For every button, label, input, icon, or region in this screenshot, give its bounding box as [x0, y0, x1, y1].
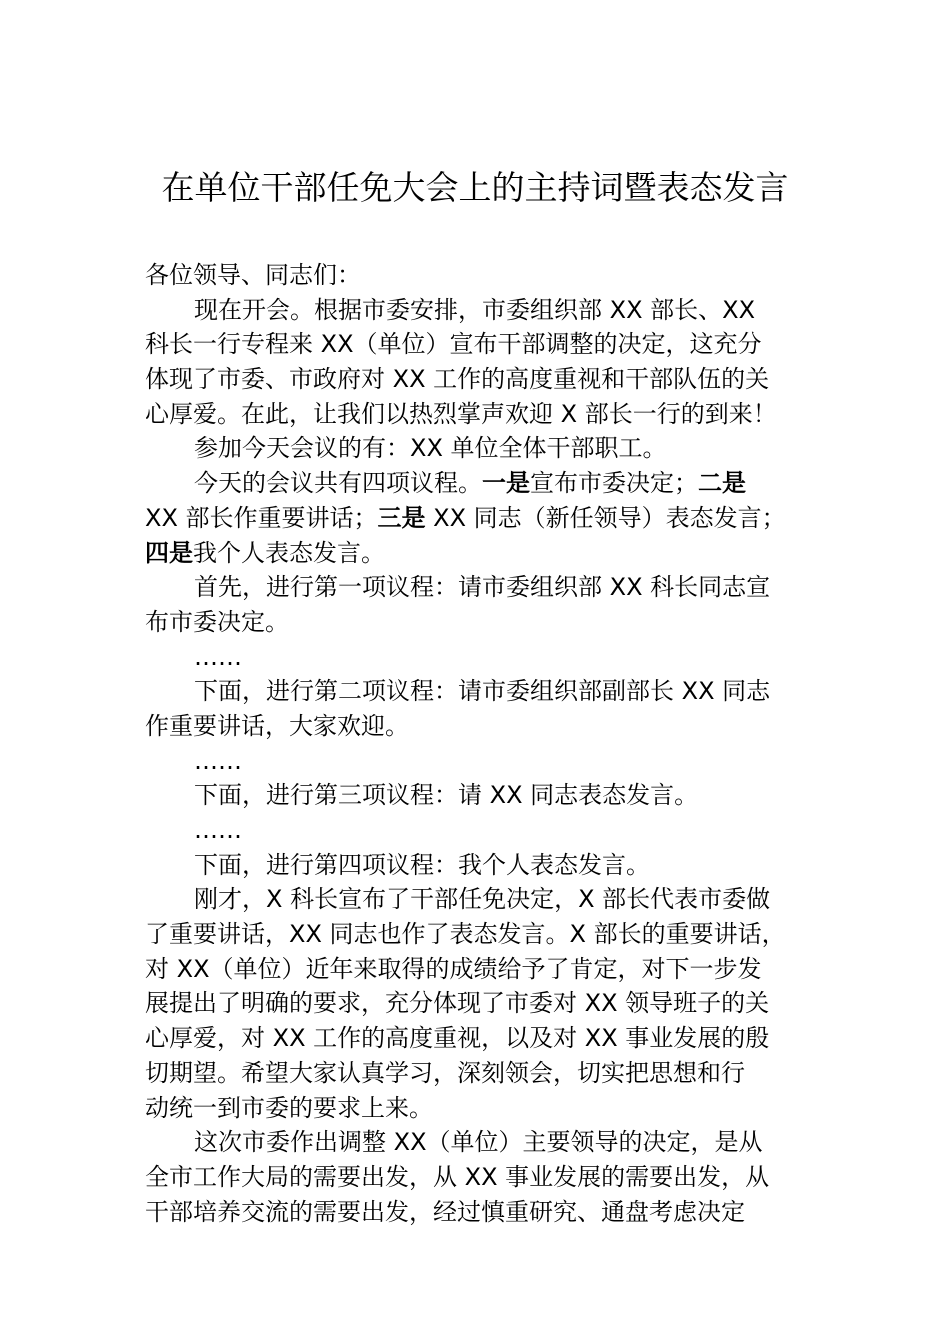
text-segment: 展提出了明确的要求，充分体现了市委对 XX 领导班子的关 [145, 989, 770, 1018]
text-line [145, 327, 835, 362]
text-segment: 宣布市委决定； [530, 469, 698, 498]
text-segment: 全市工作大局的需要出发，从 XX 事业发展的需要出发，从 [145, 1162, 770, 1191]
text-line [145, 813, 835, 848]
text-segment: XX 同志（新任领导）表态发言； [425, 503, 786, 532]
text-segment: 我个人表态发言。 [193, 538, 385, 567]
text-line [145, 501, 835, 536]
text-line [145, 570, 835, 605]
text-line [145, 917, 835, 952]
text-line [145, 362, 835, 397]
text-segment: 科长一行专程来 XX（单位）宣布干部调整的决定，这充分 [145, 330, 762, 359]
bold-text-segment: 三是 [377, 503, 426, 532]
text-line [145, 674, 835, 709]
text-line [145, 952, 835, 987]
text-line [145, 1125, 835, 1160]
text-segment: XX 部长作重要讲话； [145, 503, 378, 532]
text-line [145, 466, 835, 501]
text-line [145, 709, 835, 744]
text-segment: …… [194, 816, 242, 844]
text-line [145, 640, 835, 675]
text-segment: 体现了市委、市政府对 XX 工作的高度重视和干部队伍的关 [145, 365, 770, 394]
text-line [145, 1091, 835, 1126]
text-line [145, 1056, 835, 1091]
text-line [145, 605, 835, 640]
text-segment: 下面，进行第二项议程：请市委组织部副部长 XX 同志 [194, 677, 771, 706]
text-segment: 现在开会。根据市委安排，市委组织部 XX 部长、XX [194, 295, 756, 324]
bold-text-segment: 一是 [482, 469, 530, 498]
text-line [145, 986, 835, 1021]
text-line [145, 293, 835, 328]
text-segment: 心厚爱。在此，让我们以热烈掌声欢迎 X 部长一行的到来！ [145, 399, 777, 428]
text-line [145, 744, 835, 779]
bold-text-segment: 二是 [698, 469, 746, 498]
text-line [145, 1021, 835, 1056]
text-segment: 下面，进行第三项议程：请 XX 同志表态发言。 [194, 781, 699, 810]
text-segment: 作重要讲话，大家欢迎。 [145, 711, 409, 740]
document-body [145, 258, 835, 1229]
text-line [145, 778, 835, 813]
text-line [145, 431, 835, 466]
text-line [145, 258, 835, 293]
text-segment: 下面，进行第四项议程：我个人表态发言。 [194, 850, 650, 879]
text-line [145, 1195, 835, 1230]
text-segment: 这次市委作出调整 XX（单位）主要领导的决定，是从 [194, 1128, 763, 1157]
text-segment: 切期望。希望大家认真学习，深刻领会，切实把思想和行 [145, 1058, 745, 1087]
text-line [145, 397, 835, 432]
text-segment: 对 XX（单位）近年来取得的成绩给予了肯定，对下一步发 [145, 954, 762, 983]
text-segment: 参加今天会议的有：XX 单位全体干部职工。 [194, 434, 667, 463]
text-segment: 各位领导、同志们： [145, 261, 361, 289]
text-segment: 布市委决定。 [145, 607, 289, 636]
text-line [145, 1160, 835, 1195]
text-segment: 了重要讲话，XX 同志也作了表态发言。X 部长的重要讲话， [145, 920, 786, 949]
text-segment: 首先，进行第一项议程：请市委组织部 XX 科长同志宣 [194, 573, 771, 602]
text-segment: …… [194, 746, 242, 775]
text-line [145, 848, 835, 883]
text-line [145, 882, 835, 917]
document-title: 在单位干部任免大会上的主持词暨表态发言 [161, 168, 789, 207]
bold-text-segment: 四是 [145, 538, 193, 567]
text-segment: 干部培养交流的需要出发，经过慎重研究、通盘考虑决定 [145, 1197, 745, 1226]
text-line [145, 536, 835, 571]
text-segment: 动统一到市委的要求上来。 [145, 1093, 433, 1122]
text-segment: 心厚爱，对 XX 工作的高度重视，以及对 XX 事业发展的殷 [145, 1024, 770, 1053]
text-segment: …… [194, 642, 242, 671]
text-segment: 今天的会议共有四项议程。 [194, 469, 482, 498]
text-segment: 刚才，X 科长宣布了干部任免决定，X 部长代表市委做 [194, 885, 771, 914]
